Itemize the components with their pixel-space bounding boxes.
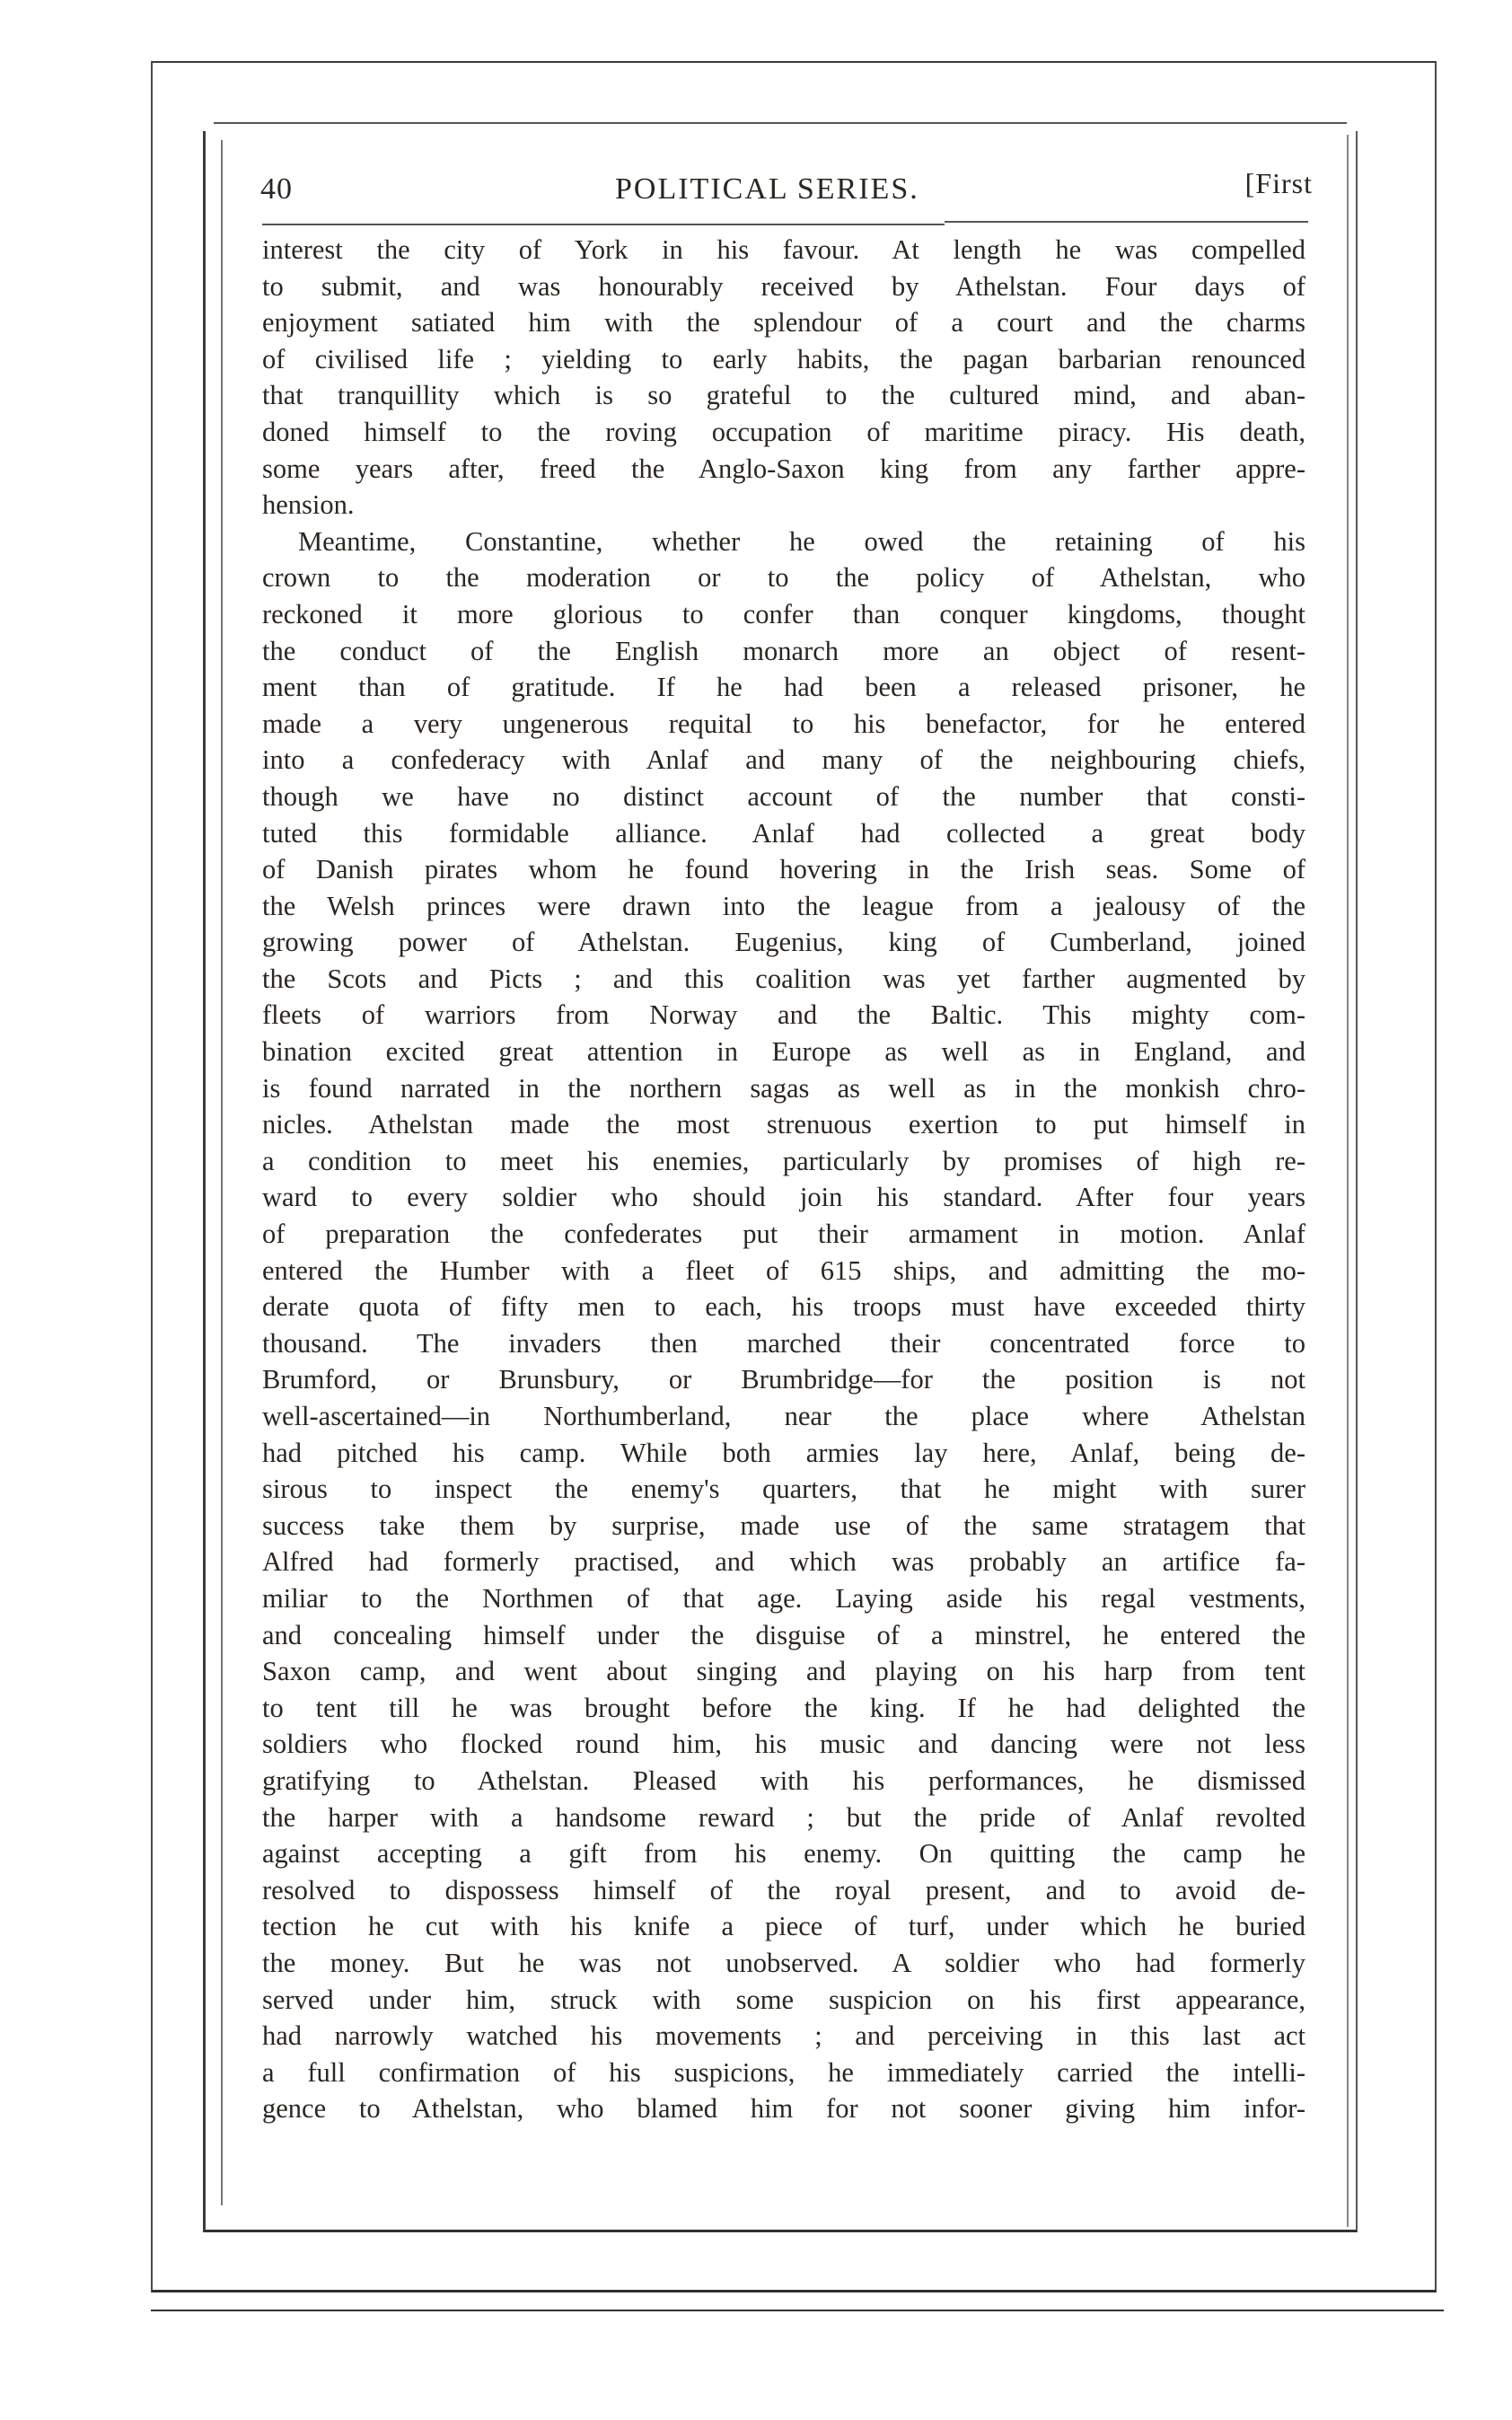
text-line: resolved to dispossess himself of the royal present, and to avoid de- [262,1874,1305,1905]
text-line: to tent till he was brought before the king. If he had delighted the [262,1692,1305,1723]
inner-frame-left-rule [221,140,223,2205]
text-line: of preparation the confederates put their armament in motion. Anlaf [262,1219,1305,1250]
text-line: Saxon camp, and went about singing and playing on his harp from tent [262,1656,1305,1687]
text-line: well-ascertained—in Northumberland, near the place where Athelstan [262,1401,1305,1431]
text-line: ward to every soldier who should join his standard. After four years [262,1182,1305,1213]
text-line: and concealing himself under the disguise of a minstrel, he entered the [262,1619,1305,1650]
text-line: Meantime, Constantine, whether he owed the retaining of his [298,525,1305,557]
text-line: the harper with a handsome reward ; but the pride of Anlaf revolted [262,1801,1305,1833]
inner-frame-right-rule [1347,135,1349,2227]
text-line: made a very ungenerous requital to his benefactor, for he entered [262,708,1305,739]
text-line: ment than of gratitude. If he had been a released prisoner, he [262,672,1305,703]
running-title: POLITICAL SERIES. [615,172,919,206]
text-line: bination excited great attention in Europe as well as in England, and [262,1036,1305,1068]
text-line: had pitched his camp. While both armies lay here, Anlaf, being de- [262,1437,1305,1468]
text-line: gratifying to Athelstan. Pleased with his performances, he dismissed [262,1764,1305,1796]
text-line: enjoyment satiated him with the splendour of a court and the charms [262,307,1305,339]
bottom-rule [151,2310,1444,2311]
inner-frame-top-rule [214,122,1347,124]
paragraph [262,232,1305,524]
text-line: derate quota of fifty men to each, his troops must have exceeded thirty [262,1291,1305,1323]
text-line: some years after, freed the Anglo-Saxon king from any farther appre- [262,453,1305,484]
text-line: that tranquillity which is so grateful to the cultured mind, and aban- [262,380,1305,411]
text-line: sirous to inspect the enemy's quarters, that he might with surer [262,1474,1305,1505]
text-line: hension. [262,489,355,521]
text-line: of Danish pirates whom he found hovering in the Irish seas. Some of [262,854,1305,885]
section-marker: [First [1244,167,1313,199]
text-line: entered the Humber with a fleet of 615 ships, and admitting the mo- [262,1254,1305,1286]
page-number: 40 [260,172,293,206]
paragraph [262,524,1305,2127]
text-line: thousand. The invaders then marched their concentrated force to [262,1327,1305,1359]
text-line: the conduct of the English monarch more an object of resent- [262,635,1305,666]
text-line: into a confederacy with Anlaf and many of the neighbouring chiefs, [262,744,1305,776]
text-line: doned himself to the roving occupation of maritime piracy. His death, [262,416,1305,447]
text-line: reckoned it more glorious to confer than conquer kingdoms, thought [262,598,1305,629]
text-line: growing power of Athelstan. Eugenius, king of Cumberland, joined [262,927,1305,958]
text-line: tection he cut with his knife a piece of turf, under which he buried [262,1911,1305,1942]
text-line: Brumford, or Brunsbury, or Brumbridge—for the position is not [262,1364,1305,1395]
text-line: against accepting a gift from his enemy. On quitting the camp he [262,1838,1305,1870]
text-line: served under him, struck with some suspicion on his first appearance, [262,1984,1305,2015]
text-line: had narrowly watched his movements ; and perceiving in this last act [262,2020,1305,2052]
text-line: is found narrated in the northern sagas as well as in the monkish chro- [262,1072,1305,1104]
text-line: soldiers who flocked round him, his music and dancing were not less [262,1729,1305,1760]
text-line: fleets of warriors from Norway and the Baltic. This mighty com- [262,999,1305,1031]
text-line: gence to Athelstan, who blamed him for not sooner giving him infor- [262,2093,1305,2125]
header-rule-right [945,221,1308,223]
text-line: to submit, and was honourably received by Athelstan. Four days of [262,270,1305,302]
text-line: the Scots and Picts ; and this coalition was yet farther augmented by [262,963,1305,994]
text-line: miliar to the Northmen of that age. Laying aside his regal vestments, [262,1582,1305,1614]
text-line: the money. But he was not unobserved. A soldier who had formerly [262,1947,1305,1978]
header-rule [262,224,945,225]
text-line: though we have no distinct account of the number that consti- [262,780,1305,812]
text-line: a condition to meet his enemies, particularly by promises of high re- [262,1145,1305,1176]
text-line: tuted this formidable alliance. Anlaf had collected a great body [262,817,1305,849]
page-header [260,167,1313,217]
text-line: success take them by surprise, made use of the same stratagem that [262,1509,1305,1541]
text-line: Alfred had formerly practised, and which was probably an artifice fa- [262,1546,1305,1578]
text-line: a full confirmation of his suspicions, he immediately carried the intelli- [262,2056,1305,2088]
text-line: the Welsh princes were drawn into the league from a jealousy of the [262,890,1305,921]
text-line: nicles. Athelstan made the most strenuous exertion to put himself in [262,1109,1305,1140]
text-line: interest the city of York in his favour. At length he was compelled [262,234,1305,265]
body-text [262,232,1305,2127]
text-line: crown to the moderation or to the policy of Athelstan, who [262,562,1305,594]
text-line: of civilised life ; yielding to early habits, the pagan barbarian renounced [262,343,1305,374]
